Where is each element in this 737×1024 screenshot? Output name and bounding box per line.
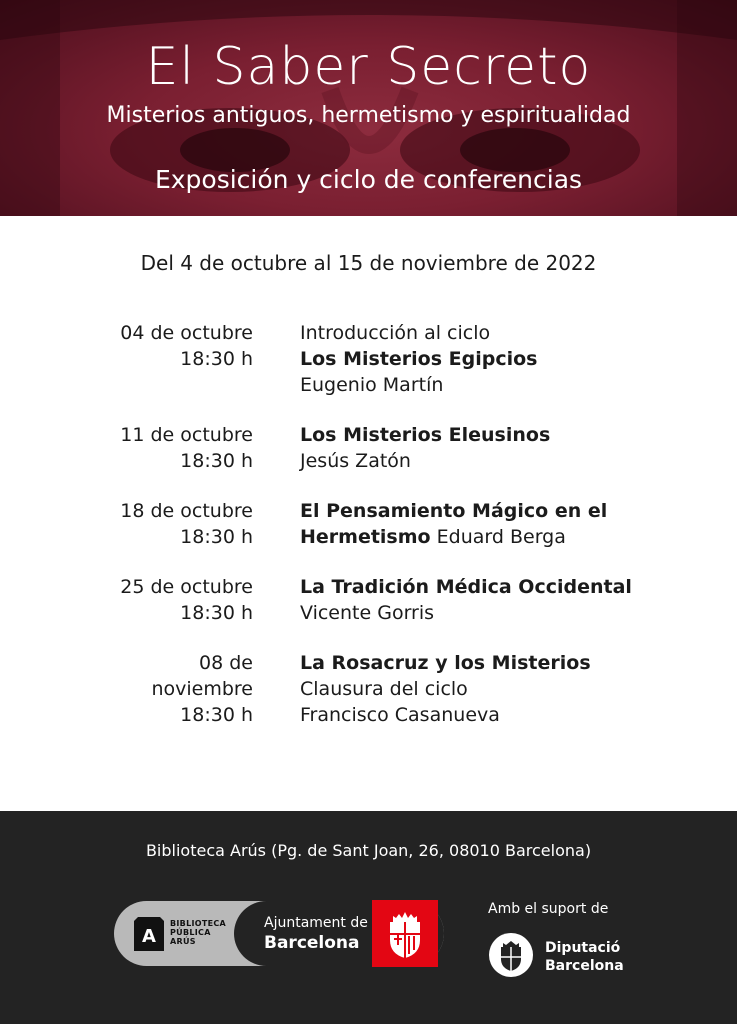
session-detail-line <box>300 372 730 398</box>
session-date-line: 25 de octubre <box>120 576 253 598</box>
session-title-text: Los Misterios Egipcios <box>300 348 538 370</box>
session-detail-line <box>300 320 730 346</box>
arus-a-icon <box>134 917 164 951</box>
session-detail-line <box>300 676 730 702</box>
footer <box>0 811 737 1024</box>
barcelona-shield-icon <box>372 900 438 967</box>
session-text: Clausura del ciclo <box>300 678 468 700</box>
sessions-list <box>0 320 737 752</box>
session-detail-line <box>300 498 730 524</box>
session-date-line: 08 de <box>199 652 253 674</box>
session-details <box>300 574 730 626</box>
session-date <box>0 320 253 398</box>
ajuntament-logo-text: Ajuntament de Barcelona <box>264 915 368 953</box>
session-text: Jesús Zatón <box>300 450 411 472</box>
session-detail-line <box>300 600 730 626</box>
session-text: Eugenio Martín <box>300 374 444 396</box>
session-title-text: La Rosacruz y los Misterios <box>300 652 591 674</box>
session-date-line: 18:30 h <box>180 704 253 726</box>
session-text: Francisco Casanueva <box>300 704 500 726</box>
session-text: Introducción al ciclo <box>300 322 491 344</box>
session-title-text: Los Misterios Eleusinos <box>300 424 551 446</box>
session-date-line: 11 de octubre <box>120 424 253 446</box>
session-detail-line <box>300 702 730 728</box>
session-item <box>0 422 737 474</box>
session-text: Vicente Gorris <box>300 602 435 624</box>
session-date-line: noviembre <box>151 678 253 700</box>
session-item <box>0 650 737 728</box>
session-date-line: 04 de octubre <box>120 322 253 344</box>
diputacio-logo-icon <box>489 933 533 977</box>
session-detail-line <box>300 422 730 448</box>
support-label: Amb el suport de <box>488 901 609 917</box>
header-banner <box>0 0 737 216</box>
session-item <box>0 574 737 626</box>
venue-address: Biblioteca Arús (Pg. de Sant Joan, 26, 08010 Barcelona) <box>145 841 592 860</box>
session-detail-line <box>300 650 730 676</box>
session-title-text: El Pensamiento Mágico en el <box>300 500 608 522</box>
poster-title: El Saber Secreto <box>145 37 592 97</box>
session-detail-line <box>300 574 730 600</box>
session-date-line: 18:30 h <box>180 348 253 370</box>
session-text: Eduard Berga <box>430 526 566 548</box>
session-details <box>300 422 730 474</box>
session-item <box>0 498 737 550</box>
session-date-line: 18:30 h <box>180 602 253 624</box>
session-date <box>0 498 253 550</box>
svg-text:A: A <box>142 926 156 947</box>
session-detail-line <box>300 448 730 474</box>
poster-subtitle: Misterios antiguos, hermetismo y espiritualidad <box>106 103 631 128</box>
session-details <box>300 498 730 550</box>
session-date <box>0 574 253 626</box>
session-detail-line <box>300 524 730 550</box>
session-details <box>300 320 730 398</box>
sponsor-logos <box>0 899 737 979</box>
date-range: Del 4 de octubre al 15 de noviembre de 2022 <box>140 251 597 275</box>
session-date-line: 18:30 h <box>180 526 253 548</box>
session-title-text: La Tradición Médica Occidental <box>300 576 632 598</box>
session-item <box>0 320 737 398</box>
session-title-text: Hermetismo <box>300 526 431 548</box>
diputacio-logo-text: Diputació Barcelona <box>545 940 624 974</box>
arus-logo-text: BIBLIOTECA PÚBLICA ARÚS <box>170 919 227 946</box>
session-date <box>0 422 253 474</box>
session-date <box>0 650 253 728</box>
poster-tagline: Exposición y ciclo de conferencias <box>154 165 583 194</box>
session-date-line: 18:30 h <box>180 450 253 472</box>
session-details <box>300 650 730 728</box>
session-detail-line <box>300 346 730 372</box>
session-date-line: 18 de octubre <box>120 500 253 522</box>
